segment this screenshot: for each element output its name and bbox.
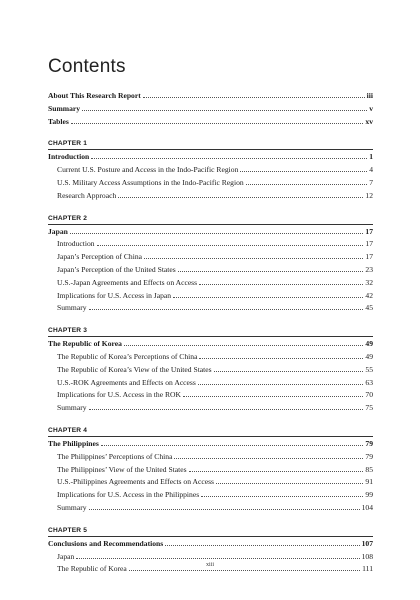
toc-entry-title: Tables — [48, 116, 69, 126]
toc-entry-title: Summary — [48, 103, 81, 113]
toc-entry-title: The Philippines’ View of the United States — [57, 464, 187, 474]
toc-entry-page: 55 — [365, 364, 373, 374]
toc-entry-page: xv — [365, 116, 373, 126]
toc-entry-page: 23 — [365, 264, 373, 274]
chapter-block — [48, 213, 373, 316]
section-entry[interactable] — [48, 402, 373, 415]
section-entry[interactable] — [48, 277, 373, 290]
section-entry[interactable] — [48, 190, 373, 203]
dot-leader — [91, 151, 367, 159]
toc-entry-title: The Republic of Korea — [48, 339, 122, 349]
dot-leader — [76, 551, 359, 559]
toc-entry-page: 12 — [365, 190, 373, 200]
toc-entry-title: U.S.-Japan Agreements and Effects on Access — [57, 277, 198, 287]
section-entry[interactable] — [48, 164, 373, 177]
toc-entry-title: U.S.-Philippines Agreements and Effects on Access — [57, 477, 214, 487]
toc-entry-page: 1 — [369, 152, 373, 162]
toc-entry-page: 42 — [365, 290, 373, 300]
section-entry[interactable] — [48, 364, 373, 377]
dot-leader — [82, 103, 367, 111]
chapter-title-entry[interactable] — [48, 438, 373, 451]
dot-leader — [199, 277, 363, 285]
dot-leader — [97, 238, 364, 246]
dot-leader — [71, 116, 364, 124]
section-entry[interactable] — [48, 476, 373, 489]
toc-entry-title: Current U.S. Posture and Access in the Indo-Pacific Region — [57, 165, 239, 175]
toc-entry-page: 49 — [365, 351, 373, 361]
dot-leader — [165, 538, 359, 546]
chapter-title-entry[interactable] — [48, 226, 373, 239]
toc-entry-title: Implications for U.S. Access in Japan — [57, 290, 172, 300]
chapter-label: CHAPTER 2 — [48, 213, 373, 225]
dot-leader — [201, 489, 363, 497]
dot-leader — [216, 476, 363, 484]
dot-leader — [240, 164, 367, 172]
toc-entry-page: 63 — [365, 377, 373, 387]
chapter-title-entry[interactable] — [48, 338, 373, 351]
section-entry[interactable] — [48, 464, 373, 477]
toc-entry-page: 70 — [365, 390, 373, 400]
toc-entry-title: Japan’s Perception of China — [57, 252, 142, 262]
toc-entry-title: Introduction — [57, 239, 95, 249]
section-entry[interactable] — [48, 502, 373, 515]
toc-entry-page: 99 — [365, 490, 373, 500]
toc-entry-page: 4 — [369, 165, 373, 175]
chapter-block — [48, 325, 373, 415]
section-entry[interactable] — [48, 177, 373, 190]
chapter-block — [48, 525, 373, 576]
toc-entry-page: 85 — [365, 464, 373, 474]
toc-entry-title: The Republic of Korea’s View of the United States — [57, 364, 212, 374]
section-entry[interactable] — [48, 451, 373, 464]
toc-entry-title: Conclusions and Recommendations — [48, 538, 164, 548]
chapter-title-entry[interactable] — [48, 538, 373, 551]
section-entry[interactable] — [48, 251, 373, 264]
dot-leader — [199, 351, 363, 359]
chapter-block — [48, 425, 373, 515]
dot-leader — [70, 226, 364, 234]
dot-leader — [174, 451, 363, 459]
toc-entry-page: 79 — [365, 451, 373, 461]
front-matter-entry[interactable] — [48, 103, 373, 116]
toc-entry-title: Summary — [57, 303, 87, 313]
dot-leader — [89, 302, 364, 310]
page-title: Contents — [48, 56, 126, 77]
toc-entry-title: Japan — [48, 226, 68, 236]
section-entry[interactable] — [48, 238, 373, 251]
dot-leader — [118, 190, 363, 198]
toc-entry-page: 17 — [365, 239, 373, 249]
dot-leader — [173, 290, 363, 298]
section-entry[interactable] — [48, 302, 373, 315]
chapter-label: CHAPTER 1 — [48, 138, 373, 150]
toc-entry-title: Summary — [57, 403, 87, 413]
toc-entry-title: U.S. Military Access Assumptions in the Indo-Pacific Region — [57, 177, 244, 187]
dot-leader — [144, 251, 363, 259]
dot-leader — [178, 264, 364, 272]
dot-leader — [143, 90, 365, 98]
toc-entry-page: 91 — [365, 477, 373, 487]
dot-leader — [214, 364, 364, 372]
toc-entry-title: Japan’s Perception of the United States — [57, 264, 176, 274]
dot-leader — [101, 438, 364, 446]
dot-leader — [89, 502, 360, 510]
toc-entry-page: 45 — [365, 303, 373, 313]
chapter-block — [48, 138, 373, 202]
chapter-list — [48, 138, 373, 576]
dot-leader — [198, 377, 364, 385]
dot-leader — [246, 177, 368, 185]
chapter-label: CHAPTER 5 — [48, 525, 373, 537]
toc-entry-title: Implications for U.S. Access in the ROK — [57, 390, 182, 400]
dot-leader — [189, 464, 364, 472]
toc-entry-page: 49 — [365, 339, 373, 349]
dot-leader — [89, 402, 364, 410]
toc-entry-title: Summary — [57, 502, 87, 512]
toc-entry-page: 107 — [361, 538, 373, 548]
toc-entry-page: 111 — [362, 564, 373, 574]
section-entry[interactable] — [48, 377, 373, 390]
toc-entry-page: 17 — [365, 226, 373, 236]
toc-entry-title: Implications for U.S. Access in the Philippines — [57, 490, 200, 500]
toc-entry-page: 32 — [365, 277, 373, 287]
front-matter — [48, 90, 373, 128]
toc-entry-title: Japan — [57, 551, 75, 561]
toc-entry-title: The Philippines’ Perceptions of China — [57, 451, 173, 461]
toc-entry-page: 79 — [365, 438, 373, 448]
toc-entry-page: 104 — [361, 502, 373, 512]
toc-entry-title: The Philippines — [48, 438, 99, 448]
front-matter-entry[interactable] — [48, 90, 373, 103]
chapter-label: CHAPTER 4 — [48, 425, 373, 437]
toc-entry-title: U.S.-ROK Agreements and Effects on Access — [57, 377, 196, 387]
toc-entry-title: The Republic of Korea’s Perceptions of China — [57, 351, 198, 361]
table-of-contents — [48, 90, 373, 576]
toc-entry-title: Introduction — [48, 152, 90, 162]
page-number: xiii — [205, 562, 214, 568]
section-entry[interactable] — [48, 389, 373, 402]
front-matter-entry[interactable] — [48, 116, 373, 129]
toc-entry-page: 108 — [361, 551, 373, 561]
toc-entry-title: About This Research Report — [48, 91, 141, 100]
toc-entry-title: The Republic of Korea — [57, 564, 127, 574]
section-entry[interactable] — [48, 264, 373, 277]
toc-entry-title: Research Approach — [57, 190, 117, 200]
toc-entry-page: 17 — [365, 252, 373, 262]
toc-entry-page: 7 — [369, 177, 373, 187]
chapter-label: CHAPTER 3 — [48, 325, 373, 337]
toc-entry-page: iii — [366, 91, 373, 100]
section-entry[interactable] — [48, 351, 373, 364]
toc-entry-page: v — [369, 103, 373, 113]
dot-leader — [124, 338, 364, 346]
section-entry[interactable] — [48, 290, 373, 303]
dot-leader — [183, 389, 363, 397]
section-entry[interactable] — [48, 489, 373, 502]
toc-entry-page: 75 — [365, 403, 373, 413]
chapter-title-entry[interactable] — [48, 151, 373, 164]
